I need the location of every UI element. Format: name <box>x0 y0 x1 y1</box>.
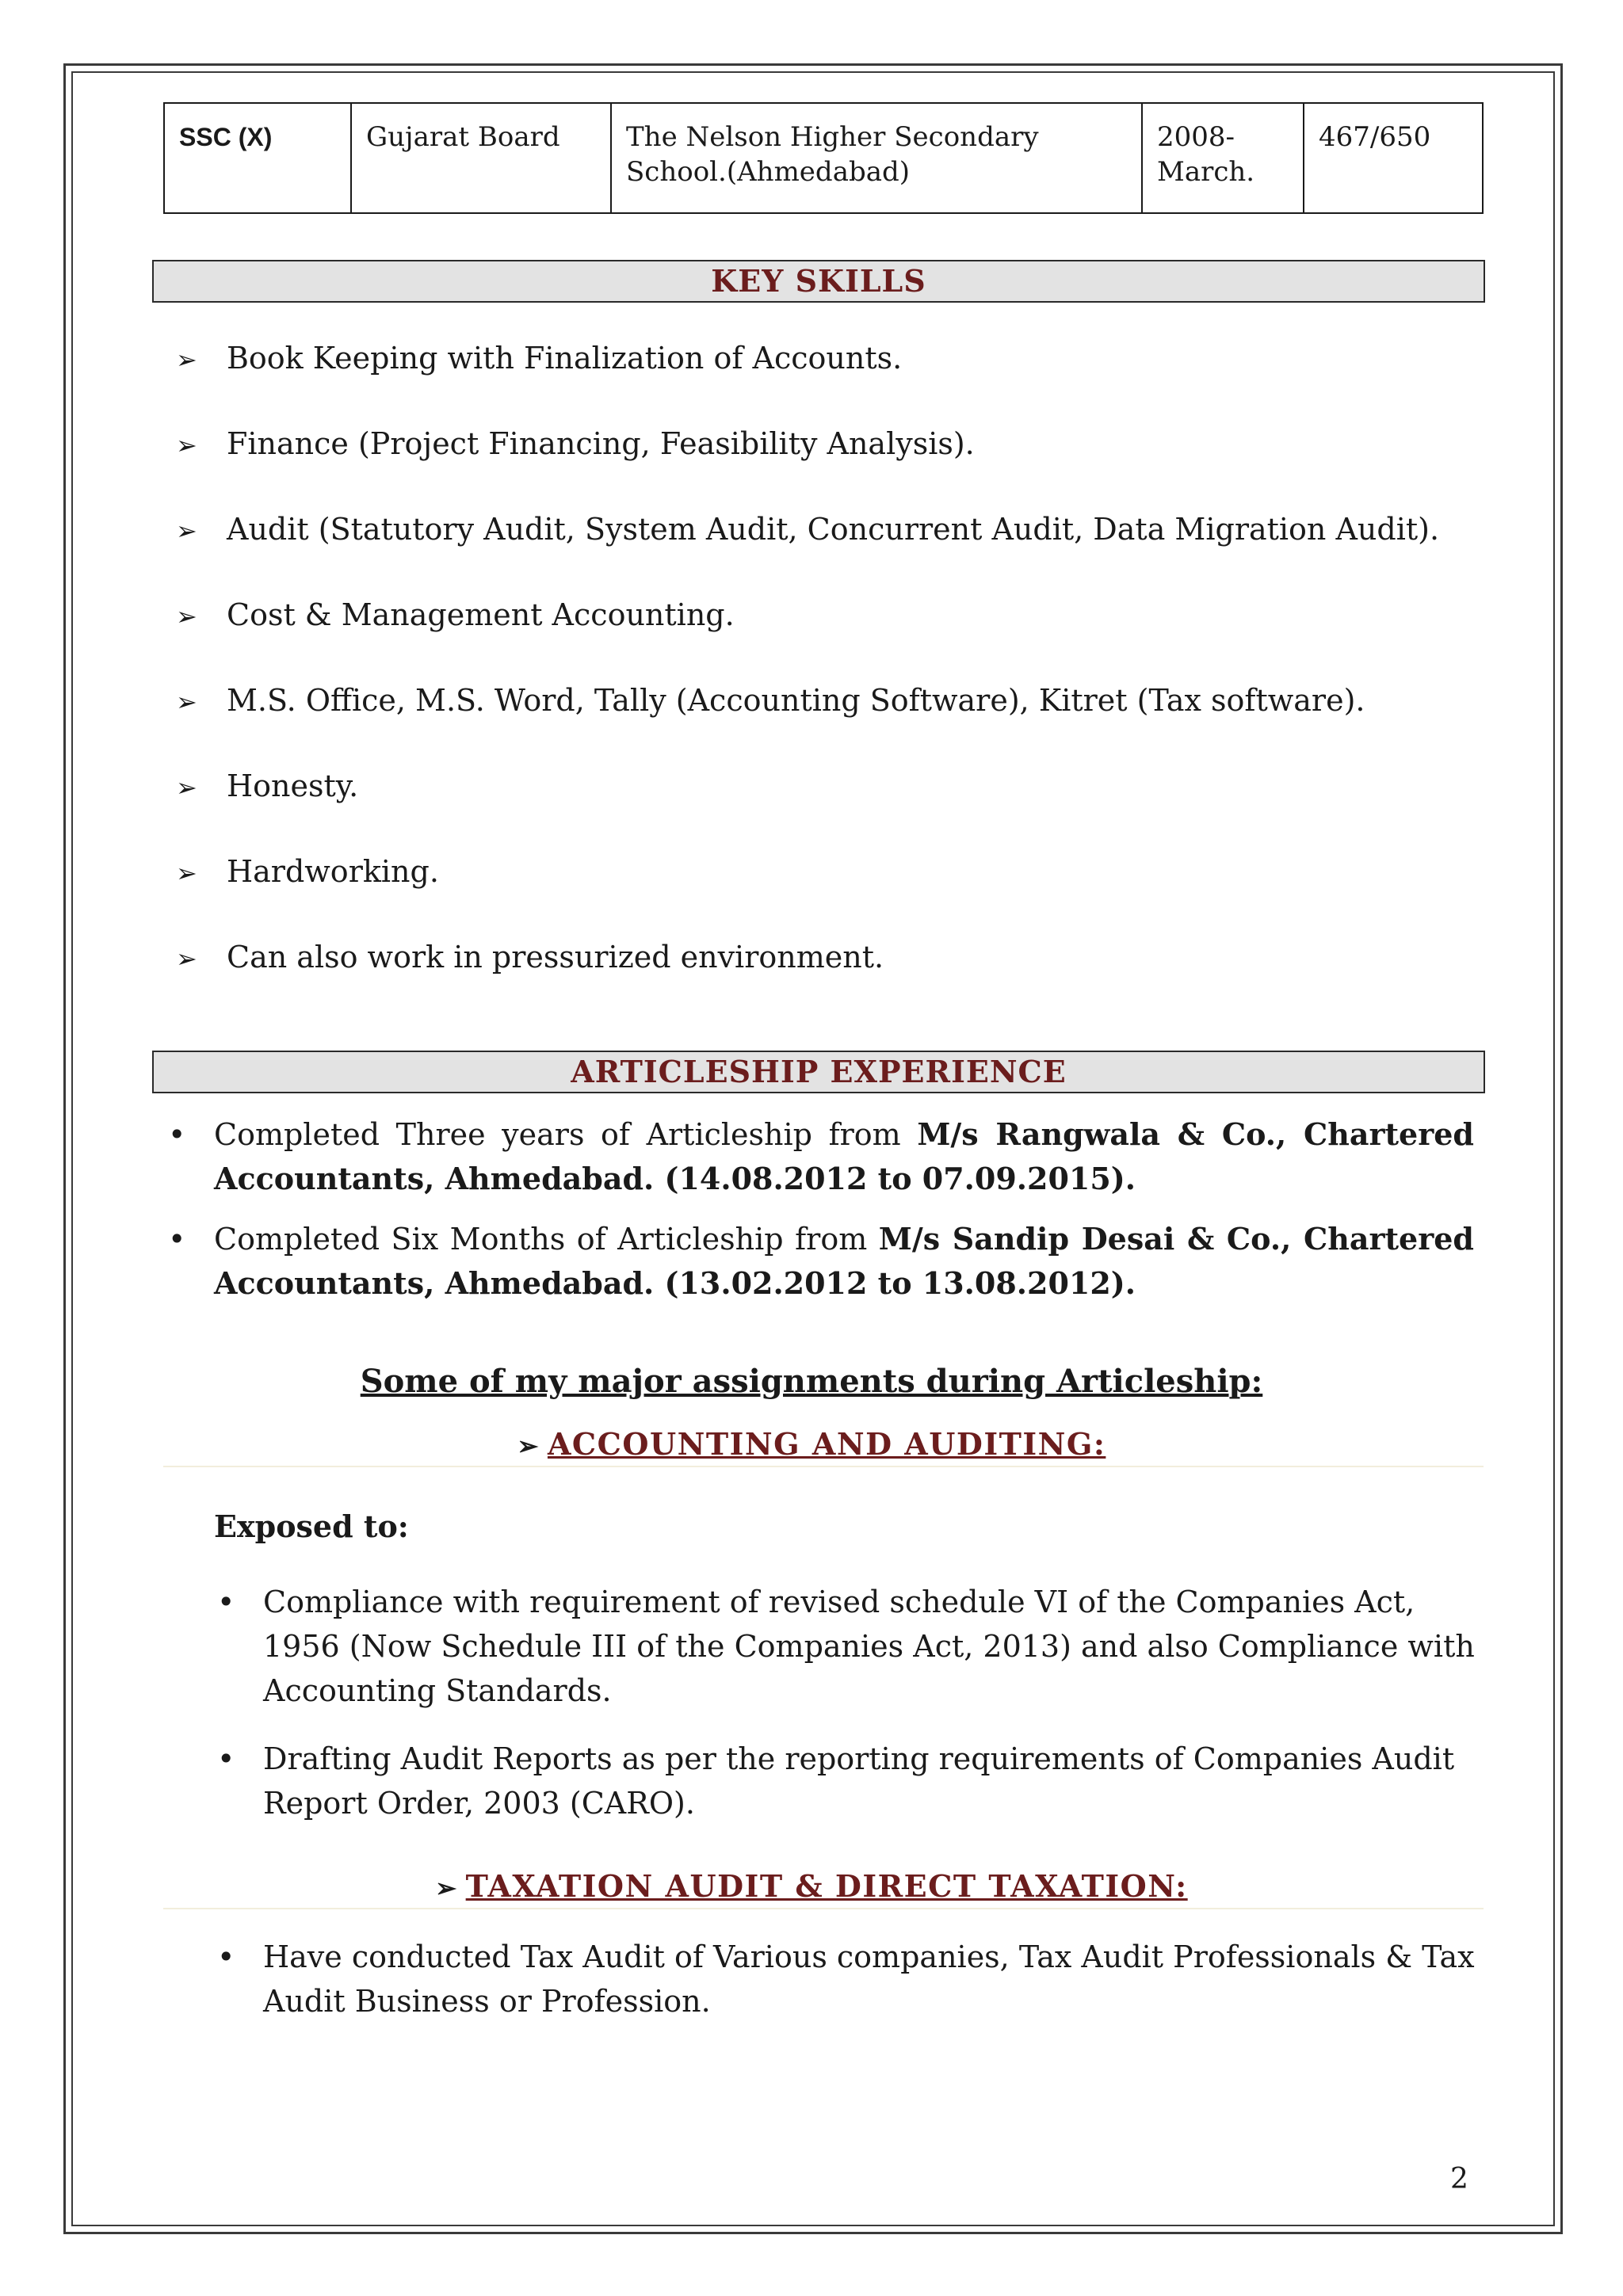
list-item <box>176 852 439 892</box>
entry-line-2 <box>214 1157 1474 1201</box>
list-item <box>176 425 975 464</box>
skill-text: Hardworking. <box>227 854 439 889</box>
firm-location-dates: Accountants, Ahmedabad. (13.02.2012 to 13.08.2012). <box>214 1265 1136 1301</box>
accounting-auditing-heading <box>0 1426 1623 1462</box>
skill-text: Book Keeping with Finalization of Accounts. <box>227 341 903 376</box>
taxation-heading-text: TAXATION AUDIT & DIRECT TAXATION: <box>465 1868 1188 1904</box>
bullet-icon: • <box>217 1939 235 1974</box>
assignments-title: Some of my major assignments during Articleship: <box>360 1363 1263 1400</box>
arrow-bullet-icon: ➢ <box>517 1431 540 1461</box>
list-item <box>217 1580 1476 1713</box>
table-row <box>164 103 1483 213</box>
arrow-bullet-icon: ➢ <box>176 430 197 460</box>
marks-cell: 467/650 <box>1304 103 1483 213</box>
bullet-icon: • <box>168 1222 186 1257</box>
list-item <box>176 681 1365 721</box>
year-line-2: March. <box>1157 156 1255 188</box>
list-item <box>176 510 1439 550</box>
year-cell <box>1142 103 1304 213</box>
bullet-icon: • <box>217 1741 235 1776</box>
education-table <box>163 102 1484 214</box>
entry-prefix: Completed Six Months of Articleship from <box>214 1222 868 1257</box>
skill-text: Audit (Statutory Audit, System Audit, Concurrent Audit, Data Migration Audit). <box>227 512 1440 547</box>
accounting-heading-text: ACCOUNTING AND AUDITING: <box>547 1426 1106 1462</box>
skill-text: Can also work in pressurized environment. <box>227 940 884 974</box>
list-item <box>176 339 902 379</box>
bullet-icon: • <box>168 1117 186 1152</box>
point-text: Compliance with requirement of revised schedule VI of the Companies Act, 1956 (Now Schedule III of the Companies Act, 2013) and also Compliance with Accounting Standards. <box>263 1585 1475 1708</box>
exposed-to-label: Exposed to: <box>214 1508 409 1544</box>
skill-text: Cost & Management Accounting. <box>227 597 735 632</box>
list-item <box>217 1737 1476 1825</box>
entry-prefix: Completed Three years of Articleship from <box>214 1117 901 1152</box>
arrow-bullet-icon: ➢ <box>435 1873 458 1903</box>
entry-line-1 <box>214 1112 1474 1157</box>
divider <box>163 1908 1484 1909</box>
skill-text: Finance (Project Financing, Feasibility Analysis). <box>227 426 975 461</box>
arrow-bullet-icon: ➢ <box>176 345 197 375</box>
firm-location-dates: Accountants, Ahmedabad. (14.08.2012 to 07.09.2015). <box>214 1161 1136 1196</box>
articleship-entry-1 <box>168 1112 1474 1201</box>
skill-text: M.S. Office, M.S. Word, Tally (Accounting Software), Kitret (Tax software). <box>227 683 1365 718</box>
firm-name: M/s Rangwala & Co., Chartered <box>917 1116 1474 1152</box>
entry-line-2 <box>214 1261 1474 1306</box>
arrow-bullet-icon: ➢ <box>176 687 197 717</box>
year-line-1: 2008- <box>1157 121 1235 153</box>
entry-line-1 <box>214 1217 1474 1261</box>
bullet-icon: • <box>217 1585 235 1619</box>
divider <box>163 1466 1484 1467</box>
key-skills-heading: KEY SKILLS <box>152 260 1485 303</box>
articleship-entry-2 <box>168 1217 1474 1306</box>
list-item <box>217 1935 1476 2023</box>
firm-name: M/s Sandip Desai & Co., Chartered <box>878 1221 1474 1257</box>
taxation-heading <box>0 1868 1623 1904</box>
arrow-bullet-icon: ➢ <box>176 944 197 974</box>
list-item <box>176 938 884 978</box>
qualification-cell: SSC (X) <box>164 103 351 213</box>
articleship-heading: ARTICLESHIP EXPERIENCE <box>152 1051 1485 1093</box>
point-text: Have conducted Tax Audit of Various companies, Tax Audit Professionals & Tax Audit Business or Profession. <box>263 1939 1475 2019</box>
arrow-bullet-icon: ➢ <box>176 858 197 888</box>
point-text: Drafting Audit Reports as per the reporting requirements of Companies Audit Report Order, 2003 (CARO). <box>263 1741 1455 1821</box>
arrow-bullet-icon: ➢ <box>176 772 197 803</box>
school-cell: The Nelson Higher Secondary School.(Ahmedabad) <box>611 103 1142 213</box>
arrow-bullet-icon: ➢ <box>176 516 197 546</box>
skill-text: Honesty. <box>227 769 359 803</box>
list-item <box>176 767 358 807</box>
list-item <box>176 596 735 635</box>
arrow-bullet-icon: ➢ <box>176 601 197 631</box>
board-cell: Gujarat Board <box>351 103 611 213</box>
page-number: 2 <box>1450 2163 1468 2195</box>
